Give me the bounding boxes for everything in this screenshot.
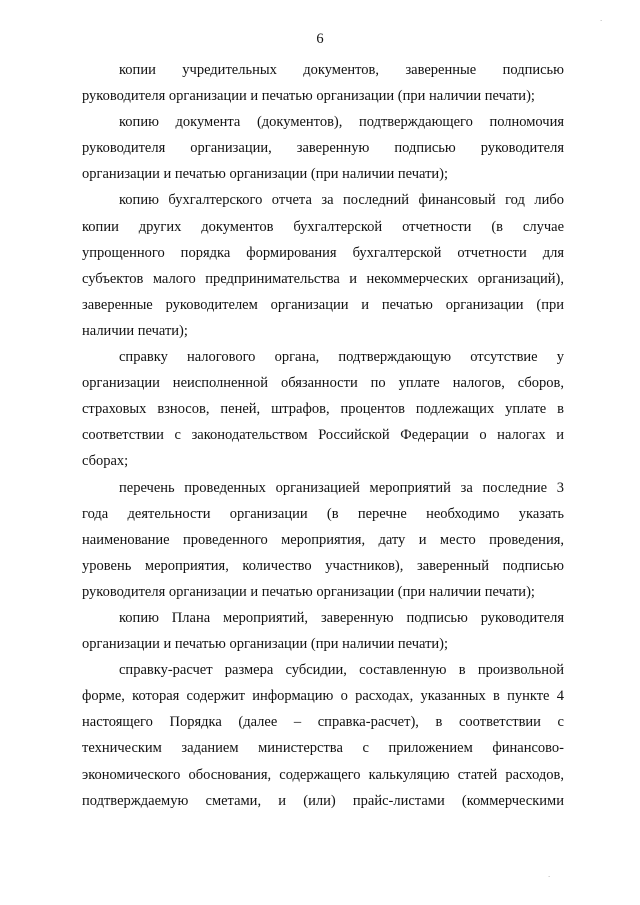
- text-line: перечень проведенных организацией мероприятий за последние 3: [119, 479, 564, 496]
- text-line: настоящего Порядка (далее – справка-расчет), в соответствии с: [82, 714, 564, 731]
- scan-edge-mark: .: [600, 14, 603, 23]
- paragraph-subsidy-calculation: [82, 657, 564, 814]
- text-line: руководителя организации и печатью организации (при наличии печати);: [82, 88, 535, 105]
- paragraph-founding-documents: [82, 57, 564, 109]
- text-line: руководителя организации и печатью организации (при наличии печати);: [82, 583, 535, 600]
- paragraph-authority-documents: [82, 109, 564, 187]
- text-line: подтверждаемую сметами, и (или) прайс-листами (коммерческими: [82, 792, 564, 809]
- text-line: страховых взносов, пеней, штрафов, процентов подлежащих уплате в: [82, 401, 564, 418]
- text-line: организации и печатью организации (при наличии печати);: [82, 166, 449, 183]
- text-line: упрощенного порядка формирования бухгалтерской отчетности для: [82, 244, 564, 261]
- text-line: справку налогового органа, подтверждающую отсутствие у: [119, 349, 564, 366]
- page-number: 6: [316, 31, 324, 47]
- text-line: года деятельности организации (в перечне необходимо указать: [82, 505, 564, 522]
- paragraph-events-list: [82, 475, 564, 605]
- text-line: справку-расчет размера субсидии, составленную в произвольной: [119, 662, 564, 679]
- text-line: заверенные руководителем организации и печатью организации (при: [82, 296, 564, 313]
- text-line: копию бухгалтерского отчета за последний финансовый год либо: [119, 192, 564, 209]
- text-line: организации и печатью организации (при наличии печати);: [82, 636, 449, 653]
- text-line: наличии печати);: [82, 322, 188, 339]
- text-line: соответствии с законодательством Российской Федерации о налогах и: [82, 427, 564, 444]
- text-line: копии других документов бухгалтерской отчетности (в случае: [82, 218, 564, 235]
- text-line: наименование проведенного мероприятия, дату и место проведения,: [82, 531, 564, 548]
- text-line: экономического обоснования, содержащего калькуляцию статей расходов,: [82, 766, 564, 783]
- text-line: копии учредительных документов, заверенные подписью: [119, 62, 564, 78]
- paragraph-tax-certificate: [82, 344, 564, 474]
- text-line: копию Плана мероприятий, заверенную подписью руководителя: [119, 609, 564, 626]
- text-line: субъектов малого предпринимательства и некоммерческих организаций),: [82, 270, 564, 287]
- paragraph-accounting-report: [82, 187, 564, 344]
- text-line: техническим заданием министерства с приложением финансово-: [82, 740, 564, 757]
- text-line: организации неисполненной обязанности по уплате налогов, сборов,: [82, 375, 564, 392]
- document-body: [82, 57, 564, 814]
- text-line: руководителя организации, заверенную подписью руководителя: [82, 140, 564, 157]
- text-line: копию документа (документов), подтверждающего полномочия: [119, 114, 564, 131]
- scan-edge-mark: .: [548, 870, 551, 879]
- text-line: форме, которая содержит информацию о расходах, указанных в пункте 4: [82, 688, 564, 705]
- paragraph-events-plan: [82, 605, 564, 657]
- text-line: уровень мероприятия, количество участников), заверенный подписью: [82, 557, 564, 574]
- text-line: сборах;: [82, 453, 129, 470]
